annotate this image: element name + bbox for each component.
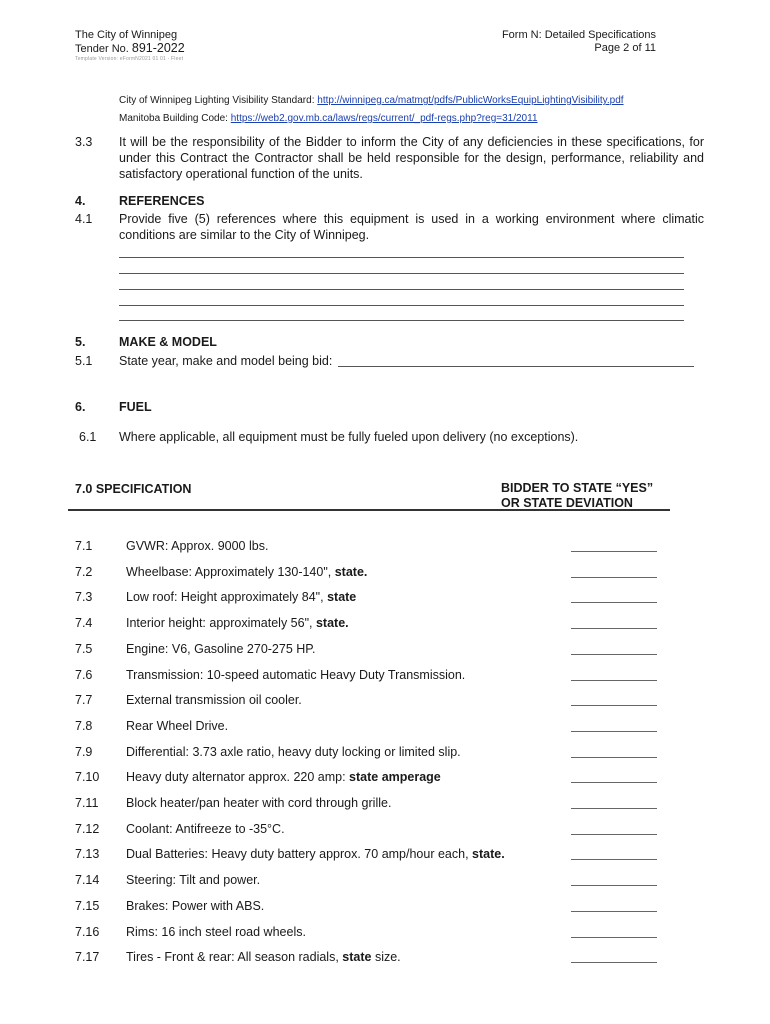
spec-row-response-field[interactable] [571, 885, 657, 886]
spec-row-number: 7.8 [75, 719, 93, 733]
spec-row-response-field[interactable] [571, 937, 657, 938]
section-5-1-number: 5.1 [75, 354, 93, 368]
spec-row-description: Differential: 3.73 axle ratio, heavy duty locking or limited slip. [126, 745, 461, 759]
spec-row-response-field[interactable] [571, 577, 657, 578]
section-4-1-line: conditions are similar to the City of Winnipeg. [119, 228, 370, 242]
spec-row-description: External transmission oil cooler. [126, 693, 302, 707]
section-3-3-line: satisfactory operational function of the units. [119, 167, 363, 181]
spec-row-response-field[interactable] [571, 731, 657, 732]
spec-row-response-field[interactable] [571, 757, 657, 758]
spec-row-text [126, 744, 461, 760]
section-6-title: FUEL [119, 400, 152, 414]
spec-row-description: Wheelbase: Approximately 130-140", [126, 565, 335, 579]
spec-row-text [126, 667, 465, 683]
spec-row-description: Brakes: Power with ABS. [126, 899, 265, 913]
spec-row-number: 7.5 [75, 642, 93, 656]
spec-row-text [126, 821, 285, 837]
spec-row-number: 7.2 [75, 565, 93, 579]
spec-row-text [126, 795, 391, 811]
spec-response-header-line-2: OR STATE DEVIATION [501, 496, 633, 510]
spec-row-number: 7.3 [75, 590, 93, 604]
spec-row-description-end: size. [371, 950, 401, 964]
reference-line-1[interactable] [119, 257, 684, 258]
section-4-title: REFERENCES [119, 194, 205, 208]
lighting-link[interactable]: http://winnipeg.ca/matmgt/pdfs/PublicWorksEquipLightingVisibility.pdf [317, 95, 624, 106]
reference-line-5[interactable] [119, 320, 684, 321]
section-6-1-text: Where applicable, all equipment must be fully fueled upon delivery (no exceptions). [119, 430, 579, 444]
section-4-1-number: 4.1 [75, 212, 93, 226]
spec-row-description: Transmission: 10-speed automatic Heavy Duty Transmission. [126, 668, 466, 682]
section-3-3-line: under this Contract the Contractor shall be held responsible for the design, performance, reliability and [119, 151, 704, 165]
tender-label: Tender No. [75, 43, 129, 55]
spec-row-text [126, 769, 441, 785]
building-label: Manitoba Building Code: [119, 113, 228, 124]
spec-row-description: Block heater/pan heater with cord through grille. [126, 796, 392, 810]
spec-row-number: 7.13 [75, 847, 100, 861]
spec-row-response-field[interactable] [571, 782, 657, 783]
spec-row-state-note: state [327, 590, 357, 604]
spec-response-header [501, 481, 653, 511]
spec-row-number: 7.15 [75, 899, 100, 913]
org-name: The City of Winnipeg [75, 29, 178, 41]
form-title: Form N: Detailed Specifications [501, 29, 656, 41]
template-note: Template Version: eFormN2021 01 01 - Fleet [75, 56, 184, 62]
section-4-1-text [119, 211, 704, 243]
spec-row-text [126, 718, 228, 734]
tender-number: 891-2022 [131, 41, 185, 55]
spec-row-response-field[interactable] [571, 654, 657, 655]
spec-row-response-field[interactable] [571, 705, 657, 706]
spec-row-description: Dual Batteries: Heavy duty battery approx. 70 amp/hour each, [126, 847, 473, 861]
spec-row-description: Rims: 16 inch steel road wheels. [126, 925, 306, 939]
spec-row-response-field[interactable] [571, 834, 657, 835]
lighting-label: City of Winnipeg Lighting Visibility Standard: [119, 95, 315, 106]
spec-response-header-line-1: BIDDER TO STATE “YES” [501, 481, 654, 495]
spec-row-text [126, 538, 268, 554]
spec-row-number: 7.7 [75, 693, 93, 707]
spec-row-state-note: state. [334, 565, 368, 579]
lighting-standard [119, 95, 624, 106]
section-3-3-number: 3.3 [75, 135, 93, 149]
spec-row-description: Tires - Front & rear: All season radials, [126, 950, 343, 964]
spec-row-description: Coolant: Antifreeze to -35°C. [126, 822, 285, 836]
spec-row-text [126, 692, 302, 708]
spec-row-state-note: state [342, 950, 372, 964]
spec-row-state-note: state. [472, 847, 505, 861]
spec-row-response-field[interactable] [571, 859, 657, 860]
spec-row-number: 7.16 [75, 925, 100, 939]
spec-row-response-field[interactable] [571, 911, 657, 912]
spec-row-number: 7.17 [75, 950, 100, 964]
spec-row-text [126, 949, 401, 965]
section-5-1-text: State year, make and model being bid: [119, 354, 333, 368]
spec-title: 7.0 SPECIFICATION [75, 482, 192, 496]
spec-row-text [126, 615, 349, 631]
reference-line-4[interactable] [119, 305, 684, 306]
make-model-field[interactable] [338, 366, 694, 367]
spec-row-number: 7.12 [75, 822, 100, 836]
spec-row-text [126, 872, 260, 888]
spec-header-rule [68, 509, 670, 511]
spec-row-number: 7.11 [75, 796, 99, 810]
spec-row-description: GVWR: Approx. 9000 lbs. [126, 539, 269, 553]
spec-row-number: 7.6 [75, 668, 93, 682]
section-5-title: MAKE & MODEL [119, 335, 217, 349]
spec-row-text [126, 924, 306, 940]
tender-line [75, 41, 185, 56]
reference-line-3[interactable] [119, 289, 684, 290]
section-3-3-line: It will be the responsibility of the Bidder to inform the City of any deficiencies in these specifications, for [119, 135, 704, 149]
spec-row-response-field[interactable] [571, 962, 657, 963]
spec-row-response-field[interactable] [571, 628, 657, 629]
spec-row-number: 7.1 [75, 539, 93, 553]
spec-row-response-field[interactable] [571, 680, 657, 681]
spec-row-response-field[interactable] [571, 602, 657, 603]
section-5-number: 5. [75, 335, 86, 349]
spec-row-description: Heavy duty alternator approx. 220 amp: [126, 770, 350, 784]
spec-row-description: Low roof: Height approximately 84", [126, 590, 328, 604]
spec-row-number: 7.10 [75, 770, 100, 784]
spec-row-description: Engine: V6, Gasoline 270-275 HP. [126, 642, 316, 656]
spec-row-state-note: state amperage [349, 770, 441, 784]
spec-row-text [126, 846, 505, 862]
section-4-number: 4. [75, 194, 86, 208]
section-4-1-line: Provide five (5) references where this equipment is used in a working environment where climatic [119, 212, 704, 226]
spec-row-text [126, 641, 315, 657]
spec-row-state-note: state. [315, 616, 349, 630]
section-3-3-text [119, 134, 704, 182]
spec-row-text [126, 589, 356, 605]
spec-row-response-field[interactable] [571, 808, 657, 809]
building-link[interactable]: https://web2.gov.mb.ca/laws/regs/current/_pdf-regs.php?reg=31/2011 [230, 113, 538, 124]
spec-row-response-field[interactable] [571, 551, 657, 552]
spec-row-text [126, 564, 367, 580]
spec-row-number: 7.4 [75, 616, 93, 630]
reference-line-2[interactable] [119, 273, 684, 274]
spec-row-text [126, 898, 264, 914]
page-number: Page 2 of 11 [594, 42, 656, 54]
section-6-number: 6. [75, 400, 86, 414]
spec-row-description: Steering: Tilt and power. [126, 873, 261, 887]
spec-row-number: 7.14 [75, 873, 100, 887]
section-6-1-number: 6.1 [79, 430, 97, 444]
spec-row-description: Rear Wheel Drive. [126, 719, 229, 733]
spec-row-number: 7.9 [75, 745, 93, 759]
spec-row-description: Interior height: approximately 56", [126, 616, 316, 630]
building-code [119, 113, 538, 124]
